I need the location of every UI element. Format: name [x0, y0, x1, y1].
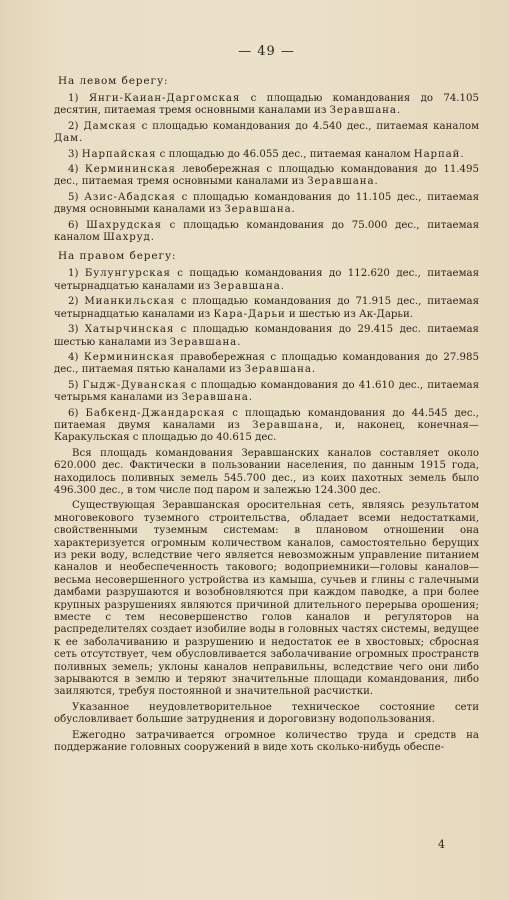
right-bank-item: 2) Мианкильская с площадью командования до 71.915 дес., питаемая четырнадцатью каналами из Кара-Дарьи и шестью из Ак-Дарьи.: [54, 296, 479, 320]
right-bank-item: 5) Гыдж-Дуванская с площадью командования до 41.610 дес., питаемая четырьмя каналами из Зеравшана.: [54, 379, 479, 404]
right-bank-item: 6) Бабкенд-Джандарская с площадью командования до 44.545 дес., питаемая двумя каналами из Зеравшана, и, наконец, конечная—Каракульская с площадью до 40.615 дес.: [54, 407, 479, 444]
signature-mark: 4: [438, 838, 445, 851]
right-bank-item: 4) Кермининская правобережная с площадью командования до 27.985 дес., питаемая пятью каналами из Зеравшана.: [54, 351, 479, 376]
right-bank-item: 1) Булунгурская с пощадью командования до 112.620 дес., питаемая четырнадцатью каналами из Зеравшана.: [54, 268, 479, 292]
left-bank-item: 1) Янги-Каиан-Даргомская с площадью командования до 74.105 десятин, питаемая тремя основными каналами из Зеравшана.: [54, 93, 479, 117]
left-bank-item: 3) Нарпайская с площадью до 46.055 дес., питаемая каналом Нарпай.: [68, 148, 464, 160]
page-number: — 49 —: [54, 44, 479, 59]
left-bank-item: 5) Азис-Абадская с площадью командования до 11.105 дес., питаемая двумя основными каналами из Зеравшана.: [54, 191, 479, 216]
right-bank-heading: На правом берегу:: [58, 250, 177, 263]
left-bank-item: 2) Дамская с площадью командования до 4.540 дес., питаемая каналом Дам.: [54, 120, 479, 145]
left-bank-heading: На левом берегу:: [58, 75, 169, 87]
body-paragraph: Существующая Зеравшанская оросительная сеть, являясь результатом многовекового туземного строительства, обладает всеми недостатками, свойственными туземным системам: в плановом отношении она характеризуется огромным количеством каналов, самостоятельно берущих из реки воду, вследствие чего является невозможным управление питанием каналов и необеспеченность такового; водоприемники—головы каналов—весьма несовершенного устройства из камыша, сучьев и глины с галечными дамбами разрушаются и возобновляются при каждом паводке, а при более крупных разрушениях являются причиной длительного перерыва орошения; вместе с тем несовершенство голов каналов и регуляторов на распределителях создает изобилие воды в головных частях системы, ведущее к ее заболачиванию и разрушению и недостаток ее в хвостовых; сбросная сеть отсутствует, чем обусловливается заболачивание огромных пространств поливных земель; уклоны каналов неправильны, вследствие чего они либо зарываются в землю и теряют значительные площади командования, либо заиляются, требуя постоянной и значительной расчистки.: [54, 500, 479, 698]
left-bank-item: 6) Шахрудская с площадью командования до 75.000 дес., питаемая каналом Шахруд.: [54, 219, 479, 244]
body-paragraph: Указанное неудовлетворительное техническое состояние сети обусловливает большие затруднения и дороговизну водопользования.: [54, 701, 479, 726]
right-bank-item: 3) Хатырчинская с площадью командования до 29.415 дес. питаемая шестью каналами из Зеравшана.: [54, 324, 479, 348]
body-paragraph: Вся площадь командования Зеравшанских каналов составляет около 620.000 дес. Фактически в пользовании населения, по данным 1915 года, находилось поливных земель 545.700 дес., из коих пахотных земель было 496.300 дес., в том числе под паром и залежью 124.300 дес.: [54, 447, 479, 496]
left-bank-item: 4) Кермининская левобережная с площадью командования до 11.495 дес., питаемая тремя основными каналами из Зеравшана.: [54, 164, 479, 188]
body-paragraph: Ежегодно затрачивается огромное количество труда и средств на поддержание головных сооружений в виде хоть сколько-нибудь обеспе-: [54, 729, 479, 754]
